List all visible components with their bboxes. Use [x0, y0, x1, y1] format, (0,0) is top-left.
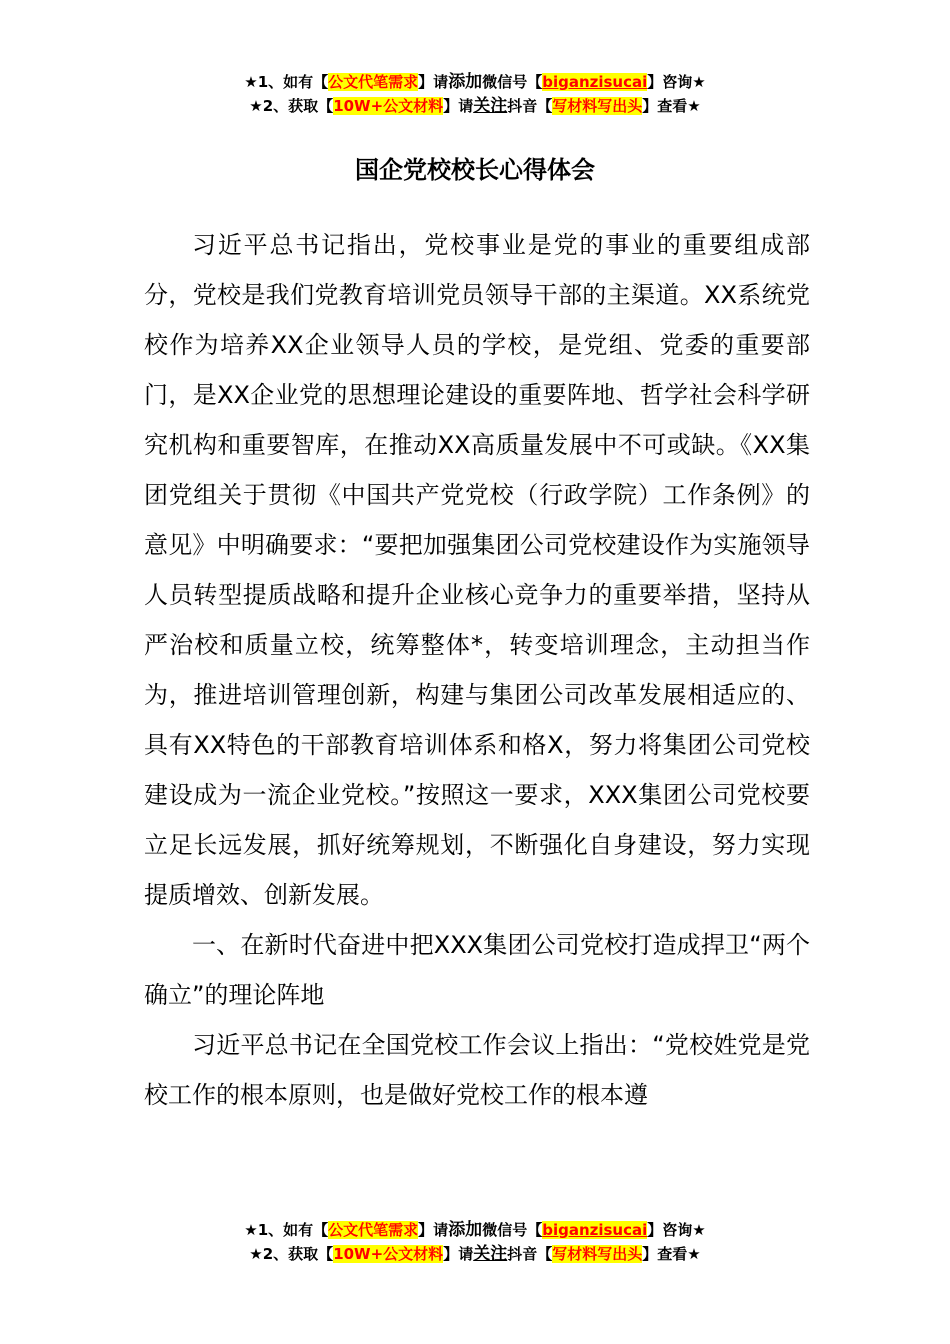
banner-text: 2、获取【 — [262, 97, 334, 115]
banner-emphasis: 添加 — [448, 1220, 483, 1240]
banner-emphasis: 关注 — [473, 1244, 508, 1264]
banner-text: 】查看 — [642, 97, 688, 115]
banner-text: 】咨询 — [647, 1221, 693, 1239]
banner-text: 抖音【 — [507, 1245, 553, 1263]
paragraph-section-1: 习近平总书记在全国党校工作会议上指出：“党校姓党是党校工作的根本原则，也是做好党校工作的根本遵 — [144, 1031, 810, 1109]
highlight-service: 公文代笔需求 — [328, 73, 419, 91]
bottom-banner — [0, 1218, 950, 1266]
banner-emphasis: 关注 — [473, 96, 508, 116]
banner-text: 微信号【 — [482, 1221, 543, 1239]
douyin-account-link[interactable]: 写材料写出头 — [552, 1245, 643, 1263]
section-heading-1: 一、在新时代奋进中把XXX集团公司党校打造成捍卫“两个确立”的理论阵地 — [144, 931, 810, 1009]
star-icon: ★ — [687, 97, 701, 115]
banner-text: 】查看 — [642, 1245, 688, 1263]
banner-text: 1、如有【 — [257, 1221, 329, 1239]
banner-emphasis: 添加 — [448, 72, 483, 92]
banner-text: 】请 — [443, 1245, 474, 1263]
document-body — [144, 220, 810, 1120]
banner-text: 抖音【 — [507, 97, 553, 115]
wechat-id-link[interactable]: biganzisucai — [542, 73, 648, 91]
highlight-materials: 10W+公文材料 — [333, 97, 444, 115]
banner-text: 】咨询 — [647, 73, 693, 91]
banner-text: 】请 — [418, 73, 449, 91]
banner-text: 2、获取【 — [262, 1245, 334, 1263]
banner-text: 1、如有【 — [257, 73, 329, 91]
document-title: 国企党校校长心得体会 — [355, 156, 595, 184]
highlight-materials: 10W+公文材料 — [333, 1245, 444, 1263]
banner-text: 】请 — [443, 97, 474, 115]
star-icon: ★ — [687, 1245, 701, 1263]
star-icon: ★ — [249, 1245, 263, 1263]
star-icon: ★ — [244, 73, 258, 91]
banner-text: 微信号【 — [482, 73, 543, 91]
highlight-service: 公文代笔需求 — [328, 1221, 419, 1239]
banner-line-1 — [0, 70, 950, 94]
douyin-account-link[interactable]: 写材料写出头 — [552, 97, 643, 115]
paragraph-intro: 习近平总书记指出，党校事业是党的事业的重要组成部分，党校是我们党教育培训党员领导干部的主渠道。XX系统党校作为培养XX企业领导人员的学校，是党组、党委的重要部门，是XX企业党的思想理论建设的重要阵地、哲学社会科学研究机构和重要智库，在推动XX高质量发展中不可或缺。《XX集团党组关于贯彻《中国共产党党校（行政学院）工作条例》的意见》中明确要求：“要把加强集团公司党校建设作为实施领导人员转型提质战略和提升企业核心竞争力的重要举措，坚持从严治校和质量立校，统筹整体*，转变培训理念，主动担当作为，推进培训管理创新，构建与集团公司改革发展相适应的、具有XX特色的干部教育培训体系和格X，努力将集团公司党校建设成为一流企业党校。”按照这一要求，XXX集团公司党校要立足长远发展，抓好统筹规划，不断强化自身建设，努力实现提质增效、创新发展。 — [144, 231, 810, 909]
banner-line-2 — [0, 1242, 950, 1266]
top-banner — [0, 70, 950, 118]
star-icon: ★ — [692, 1221, 706, 1239]
banner-line-1 — [0, 1218, 950, 1242]
star-icon: ★ — [692, 73, 706, 91]
star-icon: ★ — [249, 97, 263, 115]
banner-text: 】请 — [418, 1221, 449, 1239]
star-icon: ★ — [244, 1221, 258, 1239]
wechat-id-link[interactable]: biganzisucai — [542, 1221, 648, 1239]
banner-line-2 — [0, 94, 950, 118]
